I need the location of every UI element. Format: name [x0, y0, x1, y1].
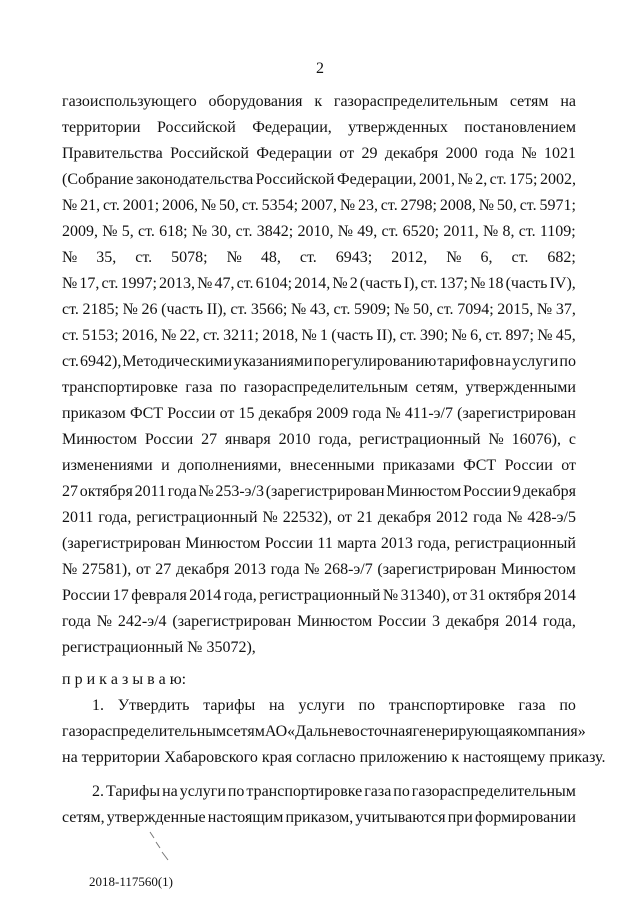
pen-mark-icon: [146, 828, 176, 868]
text-line: изменениями и дополнениями, внесенными приказами ФСТ России от: [62, 457, 576, 474]
document-footer-code: 2018-117560(1): [89, 874, 174, 889]
text-line: ст. 5153; 2016, № 22, ст. 3211; 2018, № 1 (часть II), ст. 390; № 6, ст. 897; № 45,: [62, 327, 576, 344]
text-line: ст. 6942), Методическими указаниями по регулированию тарифов на услуги по: [62, 353, 576, 370]
text-line: 2011 года, регистрационный № 22532), от 21 декабря 2012 года № 428-э/5: [62, 509, 576, 526]
text-line: транспортировке газа по газораспределительным сетям, утвержденными: [62, 379, 576, 396]
order-word: п р и к а з ы в а ю:: [62, 671, 187, 688]
text-line: Правительства Российской Федерации от 29 декабря 2000 года № 1021: [62, 145, 576, 162]
text-line-last: регистрационный № 35072),: [62, 639, 256, 656]
text-line: приказом ФСТ России от 15 декабря 2009 года № 411-э/7 (зарегистрирован: [62, 405, 576, 422]
text-line: 2009, № 5, ст. 618; № 30, ст. 3842; 2010, № 49, ст. 6520; 2011, № 8, ст. 1109;: [62, 223, 576, 240]
item1-line: газораспределительным сетям АО «Дальневосточная генерирующая компания»: [62, 723, 586, 740]
item1-line: 1. Утвердить тарифы на услуги по транспортировке газа по: [92, 697, 576, 714]
text-line: территории Российской Федерации, утвержденных постановлением: [62, 119, 576, 136]
page-number: 2: [316, 60, 324, 77]
text-line: № 35, ст. 5078; № 48, ст. 6943; 2012, № 6, ст. 682;: [62, 249, 576, 266]
text-line: ст. 2185; № 26 (часть II), ст. 3566; № 43, ст. 5909; № 50, ст. 7094; 2015, № 37,: [62, 301, 576, 318]
item1-line-last: на территории Хабаровского края согласно приложению к настоящему приказу.: [62, 749, 606, 766]
text-line: Минюстом России 27 января 2010 года, регистрационный № 16076), с: [62, 431, 576, 448]
text-line: № 27581), от 27 декабря 2013 года № 268-э/7 (зарегистрирован Минюстом: [62, 561, 576, 578]
text-line: 27 октября 2011 года № 253-э/3 (зарегистрирован Минюстом России 9 декабря: [62, 483, 576, 500]
text-line: газоиспользующего оборудования к газораспределительным сетям на: [62, 93, 576, 110]
text-line: (Собрание законодательства Российской Федерации, 2001, № 2, ст. 175; 2002,: [62, 171, 576, 188]
text-line: года № 242-э/4 (зарегистрирован Минюстом России 3 декабря 2014 года,: [62, 613, 576, 630]
text-line: (зарегистрирован Минюстом России 11 марта 2013 года, регистрационный: [62, 535, 576, 552]
text-line: № 21, ст. 2001; 2006, № 50, ст. 5354; 2007, № 23, ст. 2798; 2008, № 50, ст. 5971;: [62, 197, 576, 214]
item2-line: 2. Тарифы на услуги по транспортировке газа по газораспределительным: [92, 783, 576, 800]
text-line: России 17 февраля 2014 года, регистрационный № 31340), от 31 октября 2014: [62, 587, 576, 604]
text-line: № 17, ст. 1997; 2013, № 47, ст. 6104; 2014, № 2 (часть I), ст. 137; № 18 (часть IV),: [62, 275, 576, 292]
item2-line: сетям, утвержденные настоящим приказом, учитываются при формировании: [62, 809, 576, 826]
